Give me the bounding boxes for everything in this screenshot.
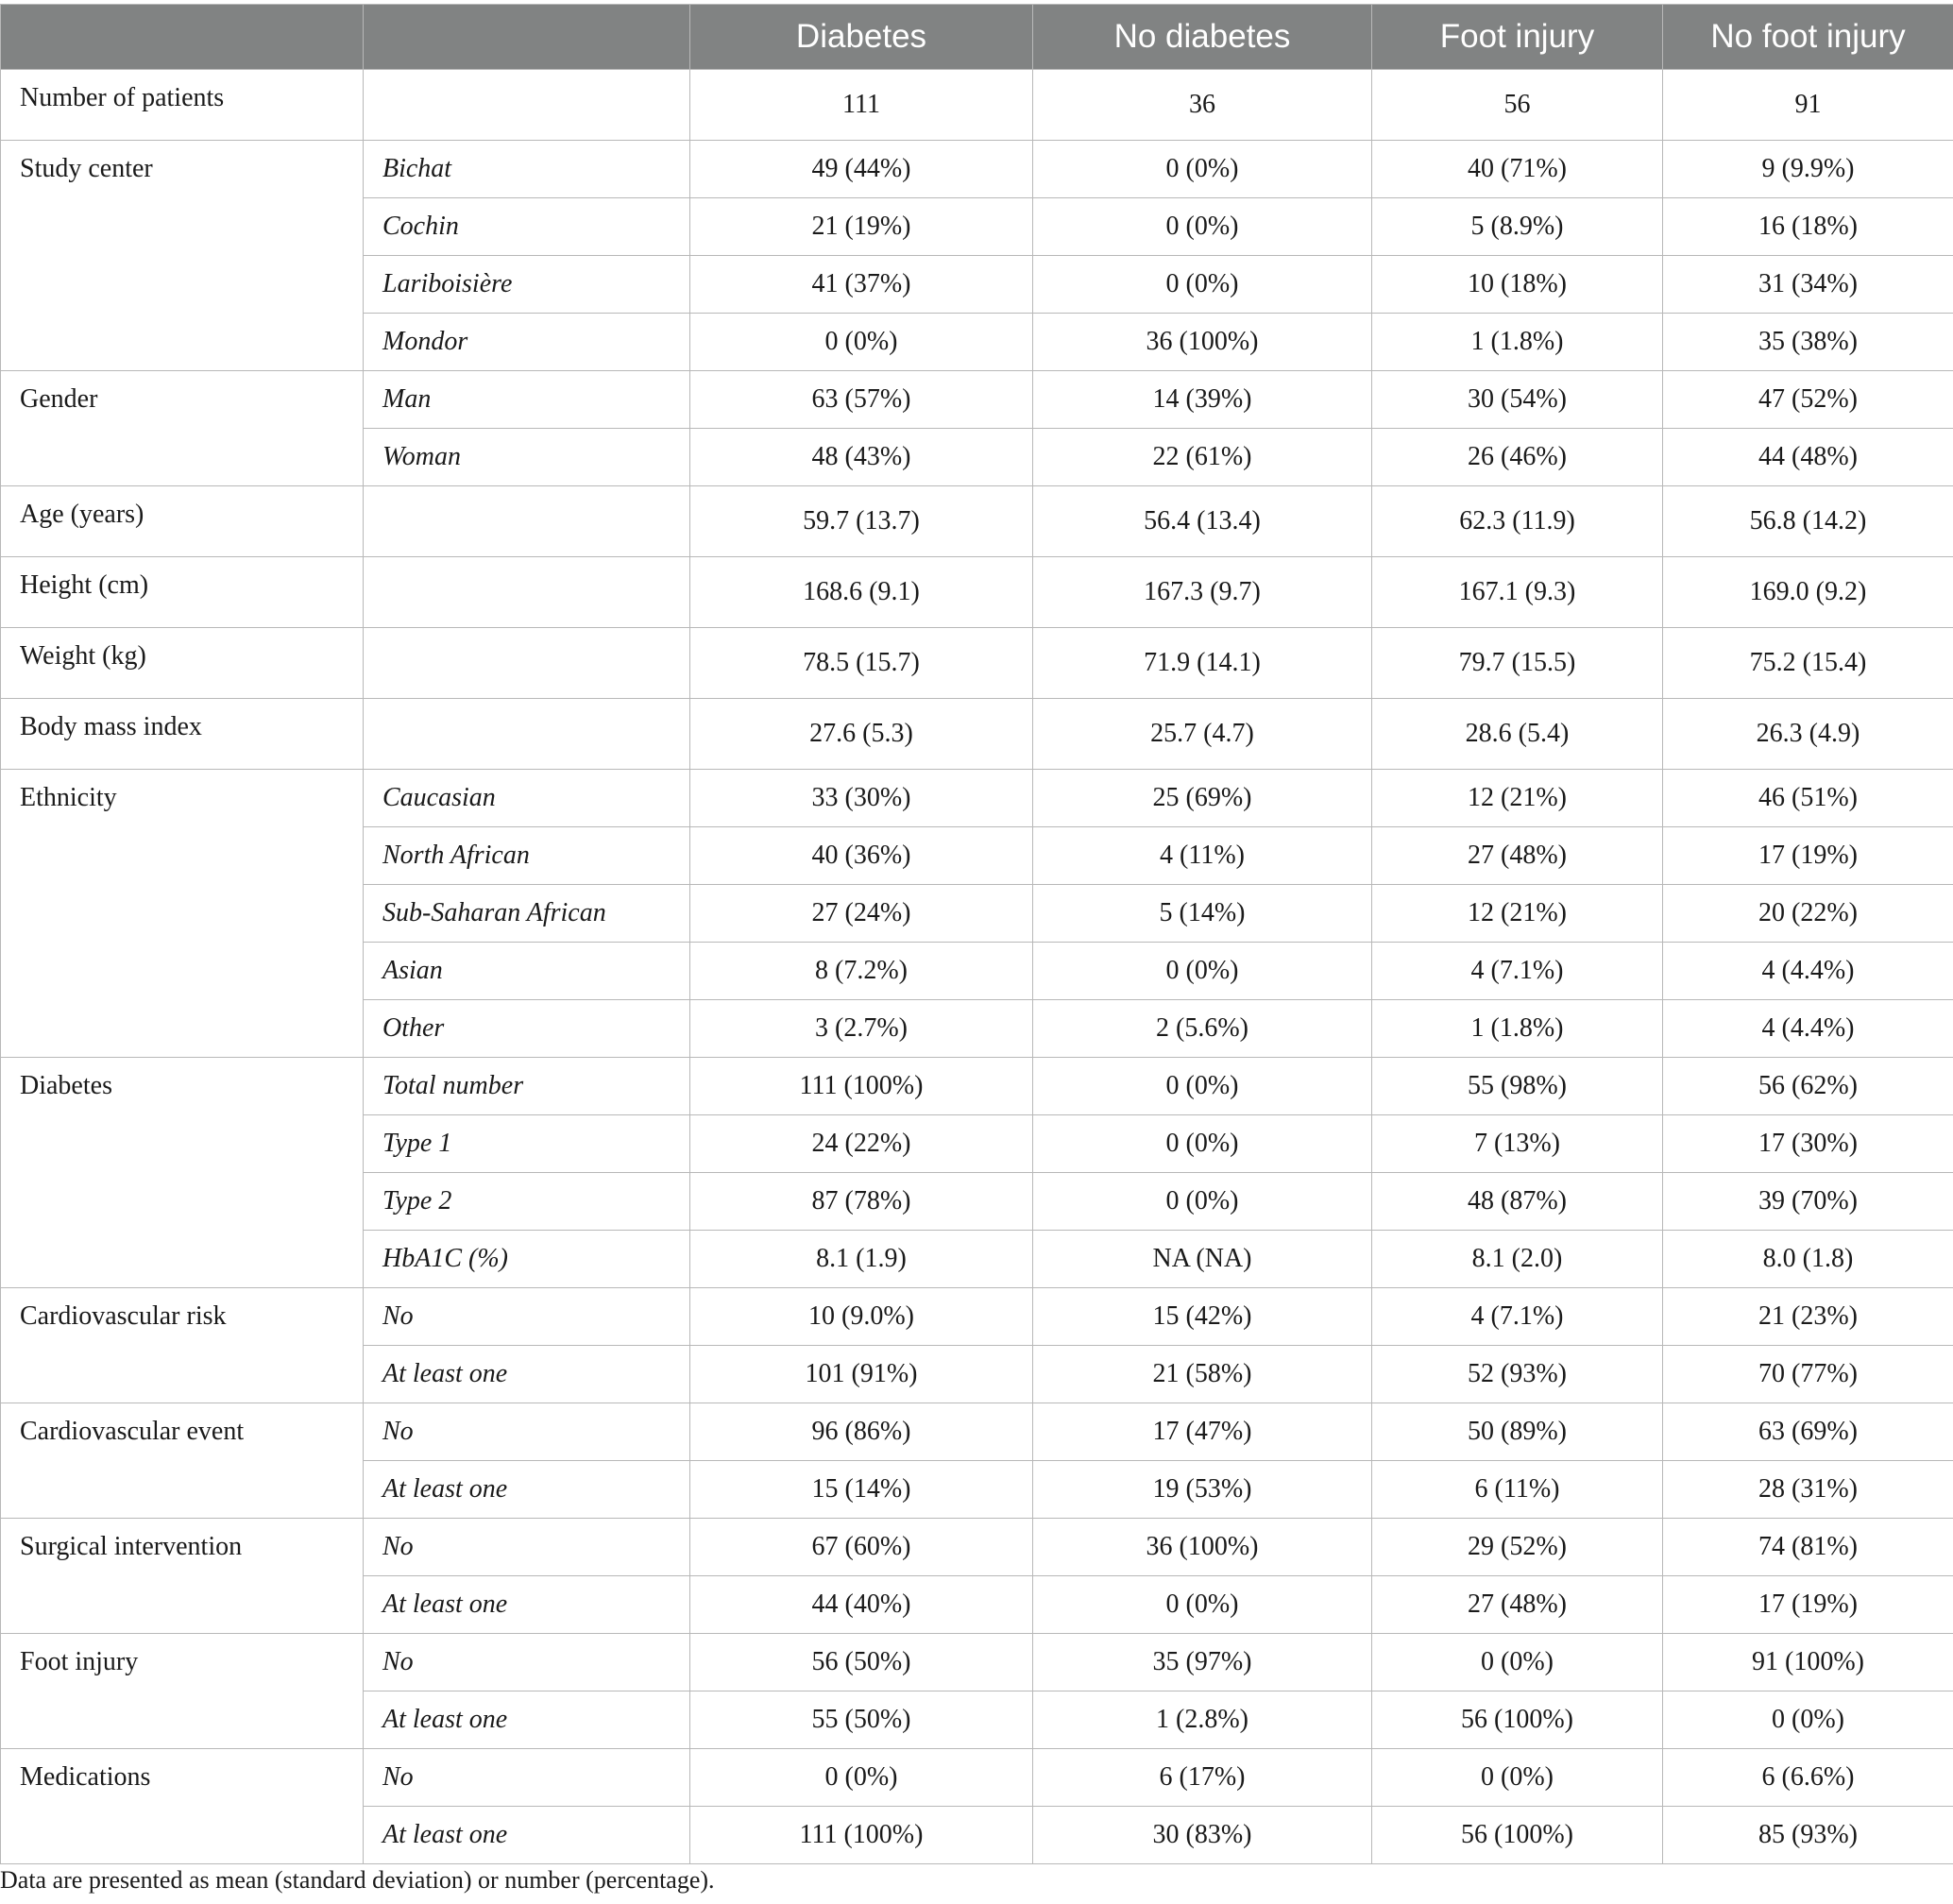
- value-cell: 6 (11%): [1372, 1461, 1663, 1519]
- table-row: [1, 770, 1953, 827]
- value-cell: 71.9 (14.1): [1033, 628, 1372, 699]
- value-cell: 0 (0%): [1033, 256, 1372, 314]
- header-cell-diabetes: Diabetes: [690, 5, 1033, 70]
- value-cell: 4 (4.4%): [1663, 1000, 1953, 1058]
- value-cell: 44 (40%): [690, 1576, 1033, 1634]
- variable-label-cell: Study center: [1, 141, 364, 371]
- value-cell: 39 (70%): [1663, 1173, 1953, 1231]
- subcategory-cell: No: [364, 1634, 690, 1692]
- value-cell: 27 (24%): [690, 885, 1033, 943]
- value-cell: 169.0 (9.2): [1663, 557, 1953, 628]
- subcategory-cell: At least one: [364, 1576, 690, 1634]
- table-row: [1, 699, 1953, 770]
- variable-label-cell: Height (cm): [1, 557, 364, 628]
- subcategory-cell: Other: [364, 1000, 690, 1058]
- table-row: [1, 371, 1953, 429]
- table-row: [1, 486, 1953, 557]
- value-cell: 15 (42%): [1033, 1288, 1372, 1346]
- subcategory-cell: [364, 70, 690, 141]
- value-cell: 47 (52%): [1663, 371, 1953, 429]
- variable-label-cell: Foot injury: [1, 1634, 364, 1749]
- value-cell: 17 (19%): [1663, 827, 1953, 885]
- subcategory-cell: At least one: [364, 1807, 690, 1864]
- value-cell: 75.2 (15.4): [1663, 628, 1953, 699]
- value-cell: 16 (18%): [1663, 198, 1953, 256]
- value-cell: 19 (53%): [1033, 1461, 1372, 1519]
- value-cell: 0 (0%): [1033, 1058, 1372, 1115]
- value-cell: 1 (2.8%): [1033, 1692, 1372, 1749]
- value-cell: 7 (13%): [1372, 1115, 1663, 1173]
- header-row: [1, 5, 1953, 70]
- table-row: [1, 1634, 1953, 1692]
- value-cell: 0 (0%): [690, 1749, 1033, 1807]
- value-cell: 6 (6.6%): [1663, 1749, 1953, 1807]
- value-cell: 63 (69%): [1663, 1403, 1953, 1461]
- subcategory-cell: [364, 486, 690, 557]
- value-cell: 10 (9.0%): [690, 1288, 1033, 1346]
- value-cell: 111 (100%): [690, 1807, 1033, 1864]
- value-cell: 167.3 (9.7): [1033, 557, 1372, 628]
- value-cell: 27.6 (5.3): [690, 699, 1033, 770]
- table-row: [1, 628, 1953, 699]
- value-cell: 0 (0%): [1663, 1692, 1953, 1749]
- table-row: [1, 1403, 1953, 1461]
- value-cell: 101 (91%): [690, 1346, 1033, 1403]
- value-cell: 49 (44%): [690, 141, 1033, 198]
- table-body: [1, 70, 1953, 1864]
- variable-label-cell: Surgical intervention: [1, 1519, 364, 1634]
- value-cell: 22 (61%): [1033, 429, 1372, 486]
- value-cell: 1 (1.8%): [1372, 1000, 1663, 1058]
- value-cell: 55 (50%): [690, 1692, 1033, 1749]
- value-cell: 91: [1663, 70, 1953, 141]
- value-cell: 67 (60%): [690, 1519, 1033, 1576]
- value-cell: 56 (62%): [1663, 1058, 1953, 1115]
- value-cell: 24 (22%): [690, 1115, 1033, 1173]
- value-cell: 41 (37%): [690, 256, 1033, 314]
- subcategory-cell: Man: [364, 371, 690, 429]
- subcategory-cell: [364, 628, 690, 699]
- value-cell: 26 (46%): [1372, 429, 1663, 486]
- value-cell: 44 (48%): [1663, 429, 1953, 486]
- value-cell: 12 (21%): [1372, 885, 1663, 943]
- value-cell: 0 (0%): [690, 314, 1033, 371]
- value-cell: 30 (83%): [1033, 1807, 1372, 1864]
- value-cell: 31 (34%): [1663, 256, 1953, 314]
- value-cell: 10 (18%): [1372, 256, 1663, 314]
- value-cell: 2 (5.6%): [1033, 1000, 1372, 1058]
- table-row: [1, 557, 1953, 628]
- variable-label-cell: Cardiovascular event: [1, 1403, 364, 1519]
- value-cell: 56 (100%): [1372, 1692, 1663, 1749]
- value-cell: 46 (51%): [1663, 770, 1953, 827]
- value-cell: 14 (39%): [1033, 371, 1372, 429]
- value-cell: 0 (0%): [1033, 1115, 1372, 1173]
- value-cell: 56 (50%): [690, 1634, 1033, 1692]
- value-cell: 35 (38%): [1663, 314, 1953, 371]
- value-cell: 5 (8.9%): [1372, 198, 1663, 256]
- value-cell: 5 (14%): [1033, 885, 1372, 943]
- subcategory-cell: [364, 557, 690, 628]
- value-cell: 0 (0%): [1372, 1634, 1663, 1692]
- value-cell: 35 (97%): [1033, 1634, 1372, 1692]
- table-footnote: Data are presented as mean (standard deviation) or number (percentage).: [0, 1866, 715, 1894]
- variable-label-cell: Age (years): [1, 486, 364, 557]
- subcategory-cell: No: [364, 1288, 690, 1346]
- value-cell: 0 (0%): [1033, 198, 1372, 256]
- subcategory-cell: Caucasian: [364, 770, 690, 827]
- value-cell: 25.7 (4.7): [1033, 699, 1372, 770]
- value-cell: 36 (100%): [1033, 314, 1372, 371]
- value-cell: 17 (47%): [1033, 1403, 1372, 1461]
- value-cell: 21 (23%): [1663, 1288, 1953, 1346]
- subcategory-cell: Total number: [364, 1058, 690, 1115]
- value-cell: 56 (100%): [1372, 1807, 1663, 1864]
- subcategory-cell: Asian: [364, 943, 690, 1000]
- table-row: [1, 1058, 1953, 1115]
- variable-label-cell: Cardiovascular risk: [1, 1288, 364, 1403]
- subcategory-cell: Type 1: [364, 1115, 690, 1173]
- value-cell: 1 (1.8%): [1372, 314, 1663, 371]
- value-cell: 96 (86%): [690, 1403, 1033, 1461]
- subcategory-cell: At least one: [364, 1692, 690, 1749]
- variable-label-cell: Weight (kg): [1, 628, 364, 699]
- value-cell: 40 (36%): [690, 827, 1033, 885]
- value-cell: 167.1 (9.3): [1372, 557, 1663, 628]
- variable-label-cell: Medications: [1, 1749, 364, 1864]
- value-cell: 21 (19%): [690, 198, 1033, 256]
- value-cell: 87 (78%): [690, 1173, 1033, 1231]
- table-row: [1, 1519, 1953, 1576]
- value-cell: 12 (21%): [1372, 770, 1663, 827]
- header-cell-no-diabetes: No diabetes: [1033, 5, 1372, 70]
- variable-label-cell: Ethnicity: [1, 770, 364, 1058]
- table-header: [1, 5, 1953, 70]
- value-cell: 17 (30%): [1663, 1115, 1953, 1173]
- subcategory-cell: No: [364, 1519, 690, 1576]
- value-cell: 8 (7.2%): [690, 943, 1033, 1000]
- subcategory-cell: Mondor: [364, 314, 690, 371]
- value-cell: 56.8 (14.2): [1663, 486, 1953, 557]
- value-cell: 50 (89%): [1372, 1403, 1663, 1461]
- value-cell: 62.3 (11.9): [1372, 486, 1663, 557]
- table-row: [1, 1749, 1953, 1807]
- value-cell: 3 (2.7%): [690, 1000, 1033, 1058]
- header-cell-variable: [1, 5, 364, 70]
- value-cell: 111: [690, 70, 1033, 141]
- value-cell: 74 (81%): [1663, 1519, 1953, 1576]
- value-cell: 29 (52%): [1372, 1519, 1663, 1576]
- value-cell: 15 (14%): [690, 1461, 1033, 1519]
- value-cell: 4 (11%): [1033, 827, 1372, 885]
- value-cell: 30 (54%): [1372, 371, 1663, 429]
- value-cell: 0 (0%): [1033, 141, 1372, 198]
- variable-label-cell: Body mass index: [1, 699, 364, 770]
- subcategory-cell: Cochin: [364, 198, 690, 256]
- value-cell: 26.3 (4.9): [1663, 699, 1953, 770]
- value-cell: 4 (7.1%): [1372, 943, 1663, 1000]
- table-row: [1, 1288, 1953, 1346]
- value-cell: 48 (43%): [690, 429, 1033, 486]
- value-cell: 0 (0%): [1372, 1749, 1663, 1807]
- value-cell: 4 (7.1%): [1372, 1288, 1663, 1346]
- value-cell: 0 (0%): [1033, 1173, 1372, 1231]
- value-cell: 0 (0%): [1033, 943, 1372, 1000]
- patient-characteristics-table: [0, 4, 1953, 1864]
- value-cell: 9 (9.9%): [1663, 141, 1953, 198]
- value-cell: 6 (17%): [1033, 1749, 1372, 1807]
- header-cell-no-foot-injury: No foot injury: [1663, 5, 1953, 70]
- variable-label-cell: Number of patients: [1, 70, 364, 141]
- value-cell: 0 (0%): [1033, 1576, 1372, 1634]
- value-cell: 20 (22%): [1663, 885, 1953, 943]
- value-cell: 59.7 (13.7): [690, 486, 1033, 557]
- value-cell: 33 (30%): [690, 770, 1033, 827]
- value-cell: 27 (48%): [1372, 1576, 1663, 1634]
- value-cell: 70 (77%): [1663, 1346, 1953, 1403]
- subcategory-cell: Type 2: [364, 1173, 690, 1231]
- value-cell: 25 (69%): [1033, 770, 1372, 827]
- value-cell: 79.7 (15.5): [1372, 628, 1663, 699]
- subcategory-cell: No: [364, 1749, 690, 1807]
- value-cell: 85 (93%): [1663, 1807, 1953, 1864]
- subcategory-cell: At least one: [364, 1461, 690, 1519]
- value-cell: 8.1 (2.0): [1372, 1231, 1663, 1288]
- table-row: [1, 70, 1953, 141]
- value-cell: 48 (87%): [1372, 1173, 1663, 1231]
- value-cell: 28.6 (5.4): [1372, 699, 1663, 770]
- value-cell: 56: [1372, 70, 1663, 141]
- value-cell: 27 (48%): [1372, 827, 1663, 885]
- subcategory-cell: Sub-Saharan African: [364, 885, 690, 943]
- table-row: [1, 141, 1953, 198]
- value-cell: 8.0 (1.8): [1663, 1231, 1953, 1288]
- value-cell: 63 (57%): [690, 371, 1033, 429]
- value-cell: 17 (19%): [1663, 1576, 1953, 1634]
- value-cell: 56.4 (13.4): [1033, 486, 1372, 557]
- header-cell-foot-injury: Foot injury: [1372, 5, 1663, 70]
- header-cell-subcategory: [364, 5, 690, 70]
- value-cell: 52 (93%): [1372, 1346, 1663, 1403]
- value-cell: 40 (71%): [1372, 141, 1663, 198]
- value-cell: 21 (58%): [1033, 1346, 1372, 1403]
- subcategory-cell: Bichat: [364, 141, 690, 198]
- value-cell: NA (NA): [1033, 1231, 1372, 1288]
- value-cell: 8.1 (1.9): [690, 1231, 1033, 1288]
- value-cell: 4 (4.4%): [1663, 943, 1953, 1000]
- value-cell: 36: [1033, 70, 1372, 141]
- subcategory-cell: Woman: [364, 429, 690, 486]
- value-cell: 78.5 (15.7): [690, 628, 1033, 699]
- subcategory-cell: At least one: [364, 1346, 690, 1403]
- value-cell: 55 (98%): [1372, 1058, 1663, 1115]
- variable-label-cell: Gender: [1, 371, 364, 486]
- value-cell: 28 (31%): [1663, 1461, 1953, 1519]
- value-cell: 36 (100%): [1033, 1519, 1372, 1576]
- subcategory-cell: [364, 699, 690, 770]
- value-cell: 111 (100%): [690, 1058, 1033, 1115]
- subcategory-cell: Lariboisière: [364, 256, 690, 314]
- value-cell: 91 (100%): [1663, 1634, 1953, 1692]
- variable-label-cell: Diabetes: [1, 1058, 364, 1288]
- subcategory-cell: North African: [364, 827, 690, 885]
- value-cell: 168.6 (9.1): [690, 557, 1033, 628]
- subcategory-cell: No: [364, 1403, 690, 1461]
- subcategory-cell: HbA1C (%): [364, 1231, 690, 1288]
